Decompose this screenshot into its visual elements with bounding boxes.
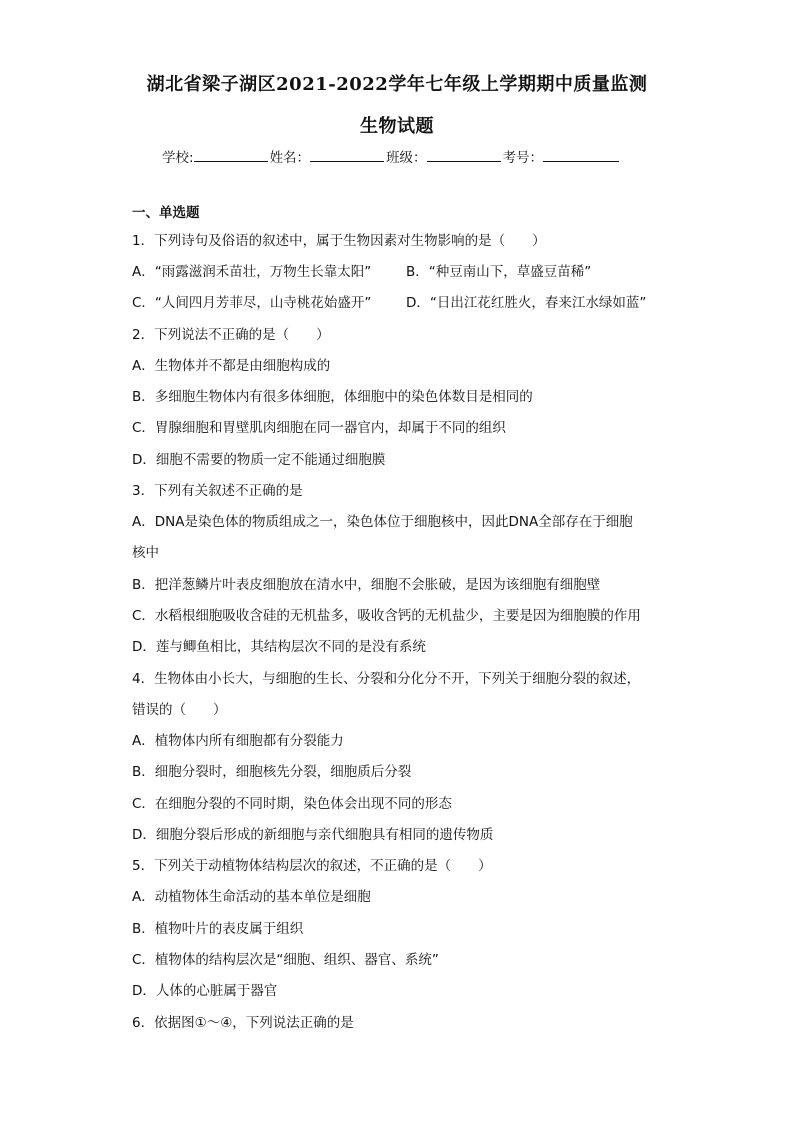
question-4-stem-cont: 错误的（ ）	[132, 702, 227, 718]
exam-title: 湖北省梁子湖区2021-2022学年七年级上学期期中质量监测	[146, 74, 648, 95]
question-3-option-a-cont: 核中	[132, 545, 159, 561]
class-blank[interactable]	[427, 147, 501, 162]
question-3-option-d: D．莲与鲫鱼相比，其结构层次不同的是没有系统	[132, 639, 426, 655]
name-blank[interactable]	[310, 147, 384, 162]
question-5-option-c: C．植物体的结构层次是“细胞、组织、器官、系统”	[132, 952, 439, 968]
question-1-option-a: A．“雨露滋润禾苗壮，万物生长靠太阳”	[132, 264, 372, 280]
question-5-option-d: D．人体的心脏属于器官	[132, 983, 278, 999]
question-6-stem: 6．依据图①～④，下列说法正确的是	[132, 1015, 354, 1031]
question-1-option-d: D．“日出江花红胜火，春来江水绿如蓝”	[406, 295, 647, 311]
question-3-option-c: C．水稻根细胞吸收含硅的无机盐多，吸收含钙的无机盐少，主要是因为细胞膜的作用	[132, 608, 641, 624]
question-3-stem: 3．下列有关叙述不正确的是	[132, 483, 303, 499]
question-4-stem: 4．生物体由小长大，与细胞的生长、分裂和分化分不开，下列关于细胞分裂的叙述，	[132, 671, 641, 687]
question-4-option-c: C．在细胞分裂的不同时期，染色体会出现不同的形态	[132, 796, 452, 812]
exam-subject: 生物试题	[360, 116, 434, 137]
school-blank[interactable]	[194, 147, 268, 162]
question-1-option-c: C．“人间四月芳菲尽，山寺桃花始盛开”	[132, 295, 372, 311]
question-1-row-cd	[132, 293, 672, 313]
name-label: 姓名：	[269, 150, 311, 166]
question-4-option-a: A．植物体内所有细胞都有分裂能力	[132, 733, 344, 749]
question-1-stem: 1．下列诗句及俗语的叙述中，属于生物因素对生物影响的是（ ）	[132, 233, 546, 249]
question-2-option-c: C．胃腺细胞和胃壁肌肉细胞在同一器官内，却属于不同的组织	[132, 420, 506, 436]
number-blank[interactable]	[543, 147, 619, 162]
question-1-option-b: B．“种豆南山下，草盛豆苗稀”	[406, 264, 592, 280]
student-info-row	[162, 146, 621, 166]
school-label: 学校:	[162, 150, 194, 166]
question-4-option-b: B．细胞分裂时，细胞核先分裂，细胞质后分裂	[132, 764, 412, 780]
question-2-option-a: A．生物体并不都是由细胞构成的	[132, 358, 331, 374]
question-1-row-ab	[132, 262, 672, 282]
question-5-stem: 5．下列关于动植物体结构层次的叙述，不正确的是（ ）	[132, 858, 492, 874]
number-label: 考号：	[502, 150, 544, 166]
class-label: 班级：	[386, 150, 427, 166]
question-4-option-d: D．细胞分裂后形成的新细胞与亲代细胞具有相同的遗传物质	[132, 827, 494, 843]
question-3-option-b: B．把洋葱鳞片叶表皮细胞放在清水中，细胞不会胀破，是因为该细胞有细胞壁	[132, 577, 601, 593]
question-2-option-d: D．细胞不需要的物质一定不能通过细胞膜	[132, 452, 386, 468]
section-heading: 一、单选题	[132, 205, 200, 221]
question-2-stem: 2．下列说法不正确的是（ ）	[132, 327, 330, 343]
question-2-option-b: B．多细胞生物体内有很多体细胞，体细胞中的染色体数目是相同的	[132, 389, 533, 405]
question-5-option-a: A．动植物体生命活动的基本单位是细胞	[132, 889, 371, 905]
question-3-option-a: A．DNA是染色体的物质组成之一，染色体位于细胞核中，因此DNA全部存在于细胞	[132, 514, 633, 530]
question-5-option-b: B．植物叶片的表皮属于组织	[132, 921, 304, 937]
